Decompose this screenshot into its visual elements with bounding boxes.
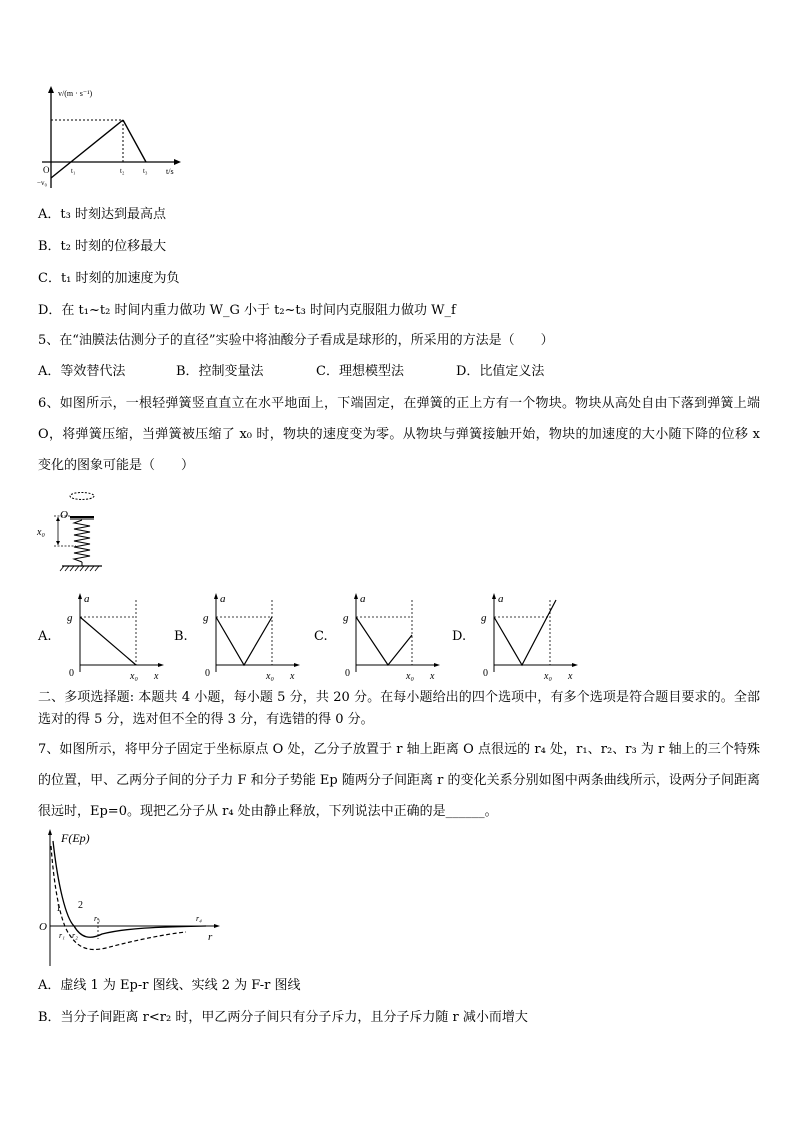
q6-label-b: B. [174,629,188,644]
q6-label-a: A. [38,629,52,644]
q7-graph-curve2-label: 2 [78,900,83,911]
section-2-heading: 二、多项选择题: 本题共 4 小题，每小题 5 分，共 20 分。在每小题给出的四个选项中，有多个选项是符合题目要求的。全部选对的得 5 分，选对但不全的得 3 分，有选错的得 0 分。 [38,690,760,727]
q7-graph-r3: r₃ [94,914,100,923]
q4-option-a: A．t₃ 时刻达到最高点 [38,207,166,222]
q4-graph-origin: O [43,165,50,175]
q6-graph-b-xlabel: x [290,671,295,682]
q4-graph-t2: t₂ [120,167,125,175]
q4-graph-xlabel: t/s [166,167,174,176]
q7-option-a: A．虚线 1 为 Ep-r 图线、实线 2 为 F-r 图线 [38,978,301,993]
q6-stem: 6、如图所示，一根轻弹簧竖直直立在水平地面上，下端固定，在弹簧的正上方有一个物块。物块从高处自由下落到弹簧上端 O，将弹簧压缩，当弹簧被压缩了 x₀ 时，物块的速度变为零。从物块与弹簧接触开始，物块的加速度的大小随下降的位移 x 变化的图象可能是（ ） [38,396,760,473]
q7-graph-curve1-label: 1 [56,903,61,914]
q7-graph-ylabel: F(Ep) [61,831,90,845]
q6-graph-d-ylabel: a [498,593,504,605]
q5-option-a: A．等效替代法 [38,364,126,379]
q5-stem: 5、在“油膜法估测分子的直径”实验中将油酸分子看成是球形的，所采用的方法是（ ） [38,333,554,348]
q7-stem: 7、如图所示，将甲分子固定于坐标原点 O 处，乙分子放置于 r 轴上距离 O 点很远的 r₄ 处，r₁、r₂、r₃ 为 r 轴上的三个特殊的位置，甲、乙两分子间的分子力 F 和分子势能 Ep 随两分子间距离 r 的变化关系分别如图中两条曲线所示，设两分子间距离很远时，Ep=0。现把乙分子从 r₄ 处由静止释放，下列说法中正确的是______。 [38,742,760,819]
q6-graph-b [196,590,306,685]
q5-option-c: C．理想模型法 [316,364,404,379]
q6-graph-a-g: g [67,612,73,624]
q4-option-b: B．t₂ 时刻的位移最大 [38,239,167,254]
q6-graph-d [474,590,584,685]
q6-spring-figure [36,488,106,573]
q4-option-d: D．在 t₁~t₂ 时间内重力做功 W_G 小于 t₂~t₃ 时间内克服阻力做功 W_f [38,303,456,318]
q6-graph-c [336,590,446,685]
q6-label-d: D. [452,629,467,644]
q4-option-c: C．t₁ 时刻的加速度为负 [38,271,180,286]
q4-velocity-time-graph [36,84,186,194]
q4-graph-neg-v0: −v₀ [37,179,47,187]
q6-label-c: C. [314,629,328,644]
q5-option-b: B．控制变量法 [176,364,264,379]
q4-graph-t1: t₁ [71,167,76,175]
q7-force-potential-graph [36,826,226,971]
q6-graph-a-xlabel: x [154,671,159,682]
q6-graph-c-g: g [343,612,349,624]
q6-graph-b-ylabel: a [220,593,226,605]
q5-option-d: D．比值定义法 [456,364,545,379]
q6-graph-b-zero: 0 [205,668,210,679]
q6-graph-d-zero: 0 [483,668,488,679]
q6-graph-c-zero: 0 [345,668,350,679]
q4-graph-t3: t₃ [143,167,148,175]
q6-graph-a-zero: 0 [69,668,74,679]
q7-graph-origin: O [39,921,47,933]
q6-spring-x0-label: x₀ [37,527,45,538]
q6-graph-c-x0: x₀ [406,671,414,682]
q4-graph-ylabel: v/(m · s⁻¹) [58,89,93,98]
q6-spring-o-label: O [60,509,68,521]
q7-option-b: B．当分子间距离 r<r₂ 时，甲乙两分子间只有分子斥力，且分子斥力随 r 减小而增大 [38,1010,528,1025]
q6-graph-a [60,590,170,685]
q6-graph-d-x0: x₀ [544,671,552,682]
q6-graph-a-ylabel: a [84,593,90,605]
q7-graph-r-axis: r [208,931,213,943]
q7-graph-r1: r₁ [59,931,65,940]
q6-graph-d-xlabel: x [568,671,573,682]
q6-graph-b-x0: x₀ [266,671,274,682]
q6-graph-a-x0: x₀ [130,671,138,682]
q7-graph-r4: r₄ [196,914,202,923]
q6-graph-b-g: g [203,612,209,624]
q6-graph-c-xlabel: x [430,671,435,682]
q6-graph-d-g: g [481,612,487,624]
q7-graph-r2: r₂ [72,931,78,940]
q6-graph-c-ylabel: a [360,593,366,605]
